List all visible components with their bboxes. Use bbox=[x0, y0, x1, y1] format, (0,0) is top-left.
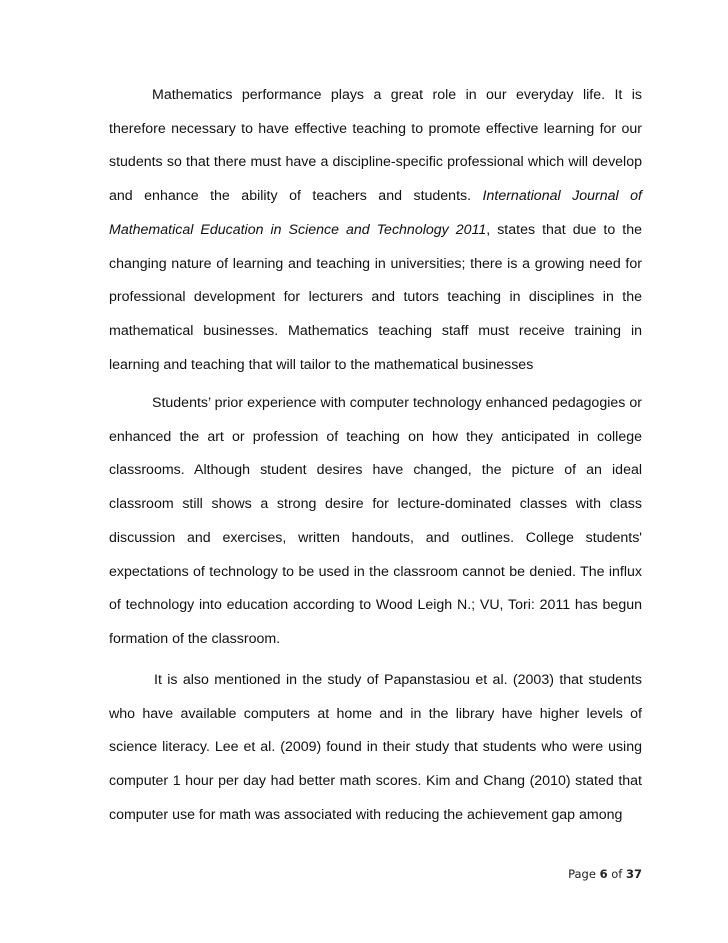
of-label: of bbox=[611, 867, 623, 881]
page-footer bbox=[568, 867, 642, 881]
total-pages-number: 37 bbox=[625, 867, 642, 881]
paragraph-3: It is also mentioned in the study of Papanstasiou et al. (2003) that students who have available computers at home and in the library have higher levels of science literacy. Lee et al. (2009) found in their study that students who were using computer 1 hour per day had better math scores. Kim and Chang (2010) stated that computer use for math was associated with reducing the achievement gap among bbox=[109, 672, 642, 823]
paragraph-2: Students’ prior experience with computer technology enhanced pedagogies or enhanced the art or profession of teaching on how they anticipated in college classrooms. Although student desires have changed, the picture of an ideal classroom still shows a strong desire for lecture-dominated classes with class discussion and exercises, written handouts, and outlines. College students' expectations of technology to be used in the classroom cannot be denied. The influx of technology into education according to Wood Leigh N.; VU, Tori: 2011 has begun formation of the classroom. bbox=[109, 395, 642, 647]
paragraph-1-text-end: , states that due to the changing nature of learning and teaching in universities; there is a growing need for professional development for lecturers and tutors teaching in disciplines in the mathematical businesses. Mathematics teaching staff must receive training in learning and teaching that will tailor to the mathematical businesses bbox=[109, 221, 642, 373]
paragraph-1-text-start: Mathematics performance plays a great role in our everyday life. It is therefore necessary to have effective teaching to promote effective learning for our students so that there must have a discipline-specific professional which will develop and enhance the ability of teachers and students. bbox=[109, 87, 642, 205]
paragraph-1 bbox=[109, 79, 642, 382]
current-page-number: 6 bbox=[599, 867, 608, 881]
page-label: Page bbox=[568, 867, 596, 881]
journal-title: International Journal of Mathematical Education in Science and Technology 2011 bbox=[109, 188, 642, 238]
